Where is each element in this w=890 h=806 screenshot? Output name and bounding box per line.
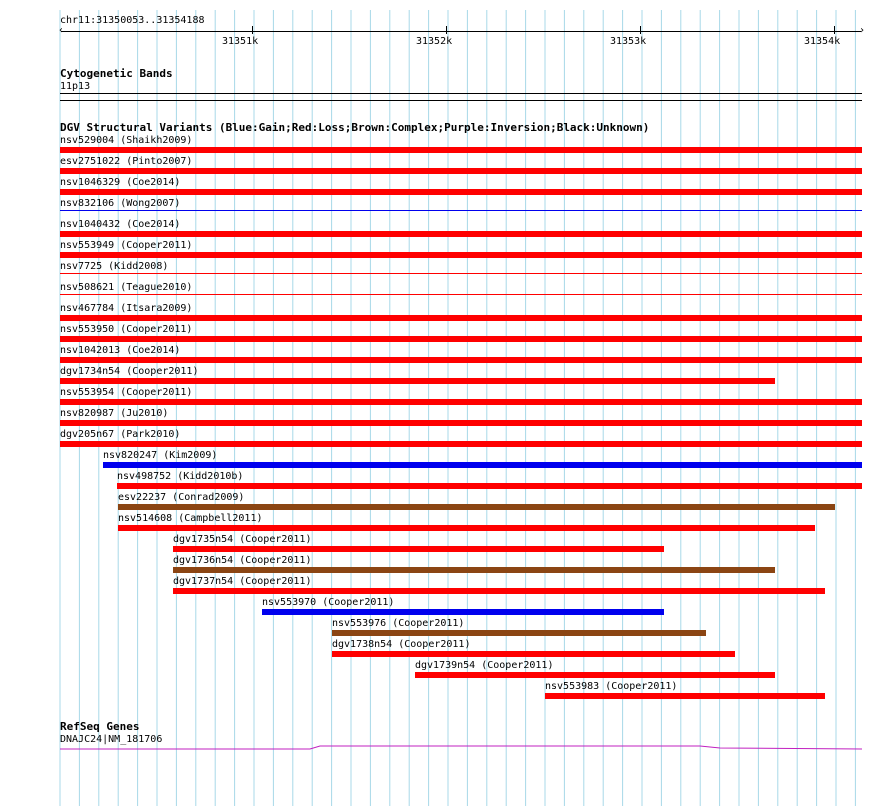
refseq-gene-label[interactable]: DNAJC24|NM_181706	[60, 734, 163, 745]
ruler-tick	[834, 26, 835, 34]
dgv-feature-bar[interactable]	[60, 336, 862, 342]
dgv-feature-bar[interactable]	[60, 420, 862, 426]
dgv-feature-bar[interactable]	[60, 168, 862, 174]
dgv-feature-label[interactable]: dgv1737n54 (Cooper2011)	[173, 576, 312, 587]
ruler-tick	[446, 26, 447, 34]
ruler-tick-label: 31354k	[804, 36, 841, 47]
dgv-feature-label[interactable]: dgv1734n54 (Cooper2011)	[60, 366, 199, 377]
dgv-feature-label[interactable]: nsv1046329 (Coe2014)	[60, 177, 181, 188]
dgv-feature-bar[interactable]	[60, 378, 775, 384]
dgv-feature-label[interactable]: nsv529004 (Shaikh2009)	[60, 135, 193, 146]
dgv-feature-bar[interactable]	[103, 462, 862, 468]
dgv-feature-bar[interactable]	[60, 294, 862, 295]
dgv-feature-bar[interactable]	[332, 651, 735, 657]
dgv-feature-label[interactable]: nsv498752 (Kidd2010b)	[117, 471, 244, 482]
dgv-feature-label[interactable]: nsv553970 (Cooper2011)	[262, 597, 395, 608]
dgv-feature-label[interactable]: nsv553954 (Cooper2011)	[60, 387, 193, 398]
scroll-left-arrow-icon[interactable]: ‹	[58, 25, 65, 36]
dgv-feature-bar[interactable]	[60, 399, 862, 405]
refseq-track-title[interactable]: RefSeq Genes	[60, 720, 140, 733]
scroll-right-arrow-icon[interactable]: ›	[859, 25, 866, 36]
ruler-tick	[252, 26, 253, 34]
dgv-feature-label[interactable]: dgv1736n54 (Cooper2011)	[173, 555, 312, 566]
dgv-feature-bar[interactable]	[117, 483, 862, 489]
ruler-tick-label: 31353k	[610, 36, 647, 47]
dgv-feature-label[interactable]: nsv1042013 (Coe2014)	[60, 345, 181, 356]
dgv-feature-label[interactable]: nsv553983 (Cooper2011)	[545, 681, 678, 692]
dgv-feature-label[interactable]: nsv1040432 (Coe2014)	[60, 219, 181, 230]
dgv-feature-bar[interactable]	[60, 147, 862, 153]
dgv-feature-bar[interactable]	[60, 441, 862, 447]
dgv-feature-bar[interactable]	[173, 588, 825, 594]
dgv-track-title[interactable]: DGV Structural Variants (Blue:Gain;Red:Loss;Brown:Complex;Purple:Inversion;Black:Unknown)	[60, 121, 650, 134]
dgv-feature-label[interactable]: nsv508621 (Teague2010)	[60, 282, 193, 293]
dgv-feature-label[interactable]: esv22237 (Conrad2009)	[118, 492, 245, 503]
location-label: chr11:31350053..31354188	[60, 15, 205, 26]
dgv-feature-label[interactable]: esv2751022 (Pinto2007)	[60, 156, 193, 167]
dgv-feature-label[interactable]: dgv1735n54 (Cooper2011)	[173, 534, 312, 545]
gene-feature[interactable]	[60, 746, 862, 749]
dgv-feature-bar[interactable]	[60, 231, 862, 237]
dgv-feature-bar[interactable]	[60, 273, 862, 274]
dgv-feature-label[interactable]: nsv820987 (Ju2010)	[60, 408, 169, 419]
dgv-feature-bar[interactable]	[545, 693, 825, 699]
dgv-feature-bar[interactable]	[415, 672, 775, 678]
dgv-feature-bar[interactable]	[60, 252, 862, 258]
dgv-feature-bar[interactable]	[118, 504, 835, 510]
dgv-feature-label[interactable]: nsv820247 (Kim2009)	[103, 450, 218, 461]
dgv-feature-label[interactable]: nsv467784 (Itsara2009)	[60, 303, 193, 314]
dgv-feature-bar[interactable]	[173, 546, 664, 552]
dgv-feature-bar[interactable]	[60, 189, 862, 195]
dgv-feature-label[interactable]: dgv1739n54 (Cooper2011)	[415, 660, 554, 671]
dgv-feature-label[interactable]: nsv553949 (Cooper2011)	[60, 240, 193, 251]
ruler-tick	[640, 26, 641, 34]
dgv-feature-bar[interactable]	[60, 210, 862, 211]
ruler-line	[61, 31, 861, 32]
ruler-tick-label: 31352k	[416, 36, 453, 47]
dgv-feature-bar[interactable]	[173, 567, 775, 573]
dgv-feature-bar[interactable]	[118, 525, 815, 531]
dgv-feature-bar[interactable]	[60, 357, 862, 363]
cytoband-track-title[interactable]: Cytogenetic Bands	[60, 67, 173, 80]
dgv-feature-label[interactable]: nsv514608 (Campbell2011)	[118, 513, 263, 524]
dgv-feature-bar[interactable]	[60, 315, 862, 321]
dgv-feature-label[interactable]: nsv553976 (Cooper2011)	[332, 618, 465, 629]
cytoband-label[interactable]: 11p13	[60, 81, 91, 92]
dgv-feature-bar[interactable]	[262, 609, 664, 615]
dgv-feature-label[interactable]: nsv553950 (Cooper2011)	[60, 324, 193, 335]
cytoband-bar-bottom	[60, 100, 862, 101]
refseq-gene-track	[60, 744, 862, 752]
dgv-feature-bar[interactable]	[332, 630, 706, 636]
dgv-feature-label[interactable]: nsv7725 (Kidd2008)	[60, 261, 169, 272]
dgv-feature-label[interactable]: dgv1738n54 (Cooper2011)	[332, 639, 471, 650]
ruler-tick-label: 31351k	[222, 36, 259, 47]
cytoband-bar-top	[60, 93, 862, 94]
dgv-feature-label[interactable]: nsv832106 (Wong2007)	[60, 198, 181, 209]
dgv-feature-label[interactable]: dgv205n67 (Park2010)	[60, 429, 181, 440]
